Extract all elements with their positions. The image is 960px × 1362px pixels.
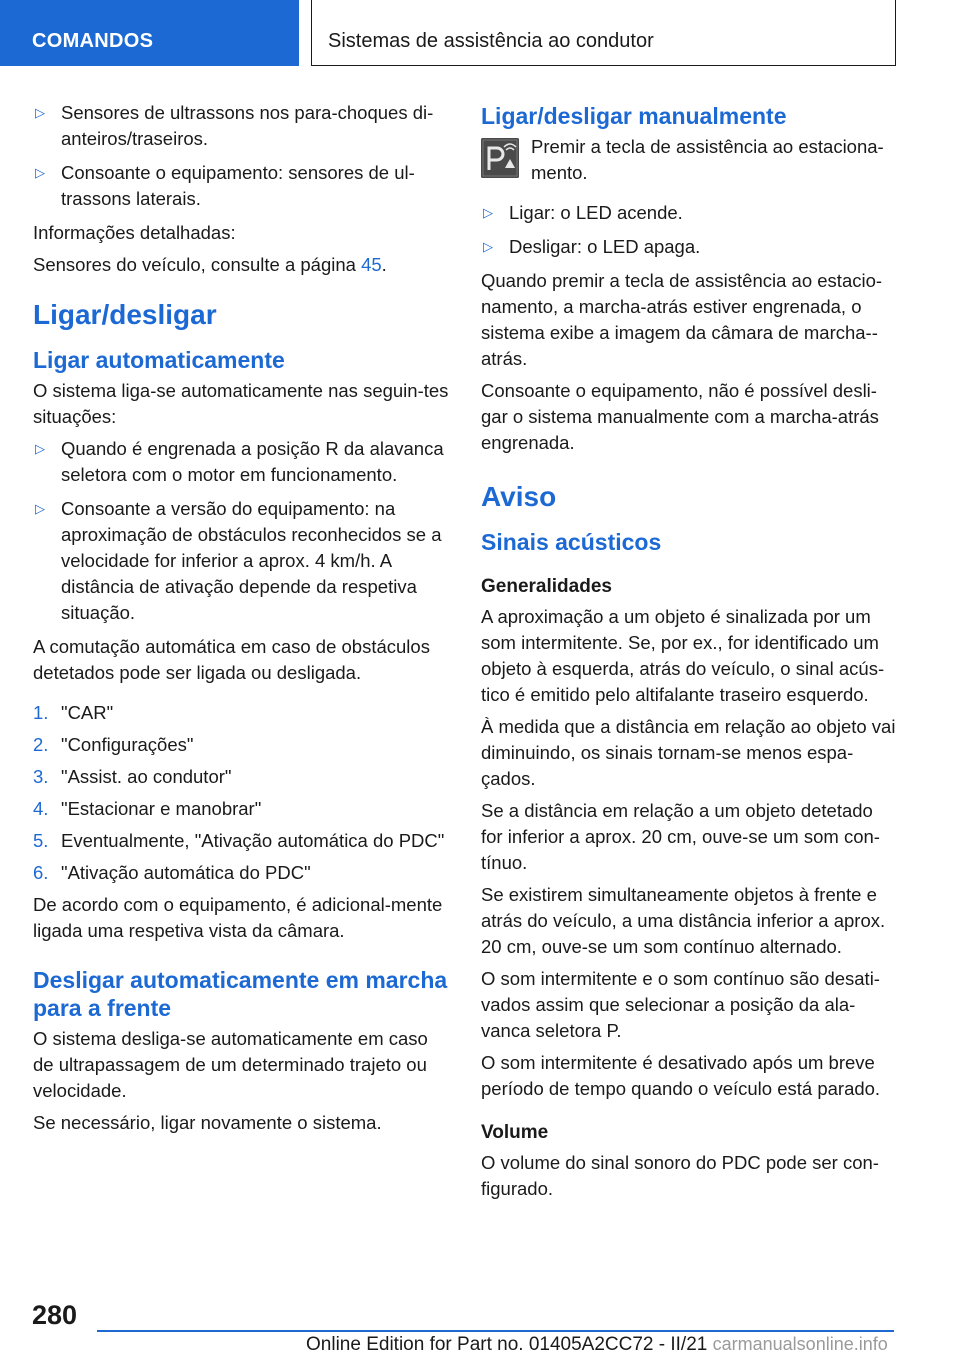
restart-text: Se necessário, ligar novamente o sistema. (33, 1112, 382, 1133)
general-paragraph: Se existirem simultaneamente objetos à frente e atrás do veículo, a uma distância inferior a aprox. 20 cm, ouve-se um som contínuo alternado. (481, 884, 886, 957)
step-item: 5. Eventualmente, "Ativação automática do PDC" (33, 830, 445, 851)
triangle-right-icon: ▷ (35, 441, 45, 456)
reverse-text: Quando premir a tecla de assistência ao estacio-namento, a marcha-atrás estiver engrenada, o sistema exibe a imagem da câmara de marcha--atrás. (481, 270, 883, 369)
general-paragraph: A aproximação a um objeto é sinalizada por um som intermitente. Se, por ex., for identificado um objeto à esquerda, atrás do veículo, o sinal acús-tico é emitido pelo altifalante traseiro esquerdo. (481, 606, 885, 705)
heading-manual: Ligar/desligar manualmente (481, 103, 787, 129)
footer-edition: Online Edition for Part no. 01405A2CC72 - II/21 carmanualsonline.info (306, 1334, 888, 1355)
left-column (33, 100, 449, 1142)
camera-text: De acordo com o equipamento, é adicional-mente ligada uma respetiva vista da câmara. (33, 894, 443, 941)
header-chapter-title: Sistemas de assistência ao condutor (328, 30, 654, 52)
heading-auto-on: Ligar automaticamente (33, 347, 285, 373)
general-paragraph: Se a distância em relação a um objeto detetado for inferior a aprox. 20 cm, ouve-se um som con-tínuo. (481, 800, 880, 873)
triangle-right-icon: ▷ (35, 501, 45, 516)
list-item: ▷ Desligar: o LED apaga. (481, 234, 896, 260)
heading-general: Generalidades (481, 576, 612, 597)
auto-switch-text: A comutação automática em caso de obstáculos detetados pode ser ligada ou desligada. (33, 636, 430, 683)
info-label: Informações detalhadas: (33, 222, 236, 243)
equip-text: Consoante o equipamento, não é possível desli-gar o sistema manualmente com a marcha-atrás engrenada. (481, 380, 879, 453)
heading-auto-off: Desligar automaticamente em marcha para a frente (33, 967, 448, 1021)
right-column (481, 100, 896, 1208)
header-chapter-box (311, 0, 896, 66)
volume-text: O volume do sinal sonoro do PDC pode ser con-figurado. (481, 1152, 879, 1199)
page-number: 280 (32, 1300, 78, 1330)
step-item: 2. "Configurações" (33, 734, 194, 755)
heading-volume: Volume (481, 1122, 549, 1143)
heading-warning: Aviso (481, 481, 557, 512)
header-section-title: COMANDOS (32, 30, 154, 52)
step-item: 1. "CAR" (33, 702, 114, 723)
triangle-right-icon: ▷ (483, 239, 493, 254)
auto-on-intro: O sistema liga-se automaticamente nas seguin-tes situações: (33, 380, 449, 427)
manual-text: Premir a tecla de assistência ao estaciona-mento. (531, 136, 884, 183)
step-item: 6. "Ativação automática do PDC" (33, 862, 311, 883)
list-item: ▷ Ligar: o LED acende. (481, 200, 896, 226)
general-paragraph: O som intermitente e o som contínuo são desati-vados assim que selecionar a posição da ala-vanca seletora P. (481, 968, 880, 1041)
heading-on-off: Ligar/desligar (33, 299, 217, 330)
heading-acoustic: Sinais acústicos (481, 529, 662, 555)
list-item: ▷ Consoante o equipamento: sensores de ul-trassons laterais. (35, 162, 415, 209)
triangle-right-icon: ▷ (483, 205, 493, 220)
list-item: ▷ Consoante a versão do equipamento: na aproximação de obstáculos reconhecidos se a velocidade for inferior a aprox. 4 km/h. A distância de ativação depende da respetiva situação. (35, 498, 442, 623)
list-item: ▷ Quando é engrenada a posição R da alavanca seletora com o motor em funcionamento. (35, 438, 444, 485)
footer-divider (97, 1330, 894, 1332)
triangle-right-icon: ▷ (35, 165, 45, 180)
step-item: 4. "Estacionar e manobrar" (33, 798, 262, 819)
general-paragraph: À medida que a distância em relação ao objeto vai diminuindo, os sinais tornam-se menos espa-çados. (481, 716, 896, 789)
manual-instruction (481, 134, 896, 186)
footer-watermark: carmanualsonline.info (712, 1334, 888, 1354)
general-paragraph: O som intermitente é desativado após um breve período de tempo quando o veículo está parado. (481, 1052, 881, 1099)
header-section-tab (0, 0, 299, 66)
park-assist-button-icon (481, 138, 519, 178)
step-item: 3. "Assist. ao condutor" (33, 766, 232, 787)
info-reference: Sensores do veículo, consulte a página 45. (33, 254, 387, 275)
list-item: ▷ Sensores de ultrassons nos para-choques di-anteiros/traseiros. (35, 102, 434, 149)
triangle-right-icon: ▷ (35, 105, 45, 120)
auto-off-text: O sistema desliga-se automaticamente em caso de ultrapassagem de um determinado trajeto ou velocidade. (33, 1028, 428, 1101)
page-link[interactable]: 45 (361, 254, 382, 275)
